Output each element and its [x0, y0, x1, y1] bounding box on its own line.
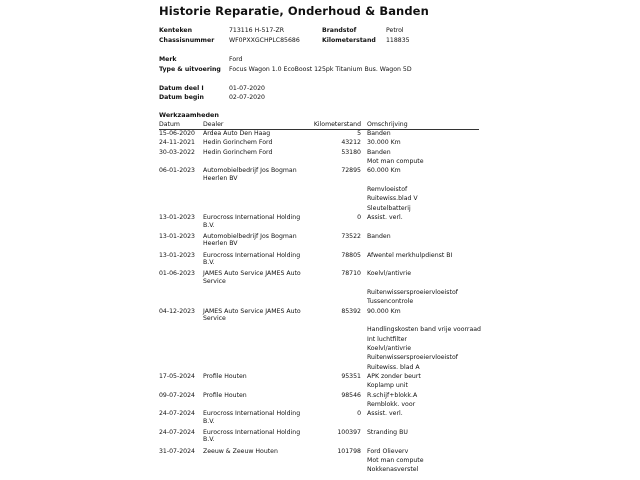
brandstof-label: Brandstof: [322, 27, 357, 34]
row-date: 31-07-2024: [159, 447, 195, 455]
row-dealer: Automobielbedrijf Jos Bogman Heerlen BV: [203, 167, 297, 182]
description-line: Koplamp unit: [367, 382, 408, 390]
description-line: [367, 177, 479, 186]
description-line: Koelvl/antivrie: [367, 270, 412, 278]
table-row: [159, 167, 479, 214]
description-line: Remblokk. voor: [367, 401, 416, 409]
row-date: 15-06-2020: [159, 130, 195, 137]
description-line: [367, 280, 479, 289]
description-line: APK zonder beurt: [367, 373, 421, 381]
row-kilometerstand: 72895: [341, 167, 361, 175]
row-description: [367, 410, 479, 429]
row-date: 24-07-2024: [159, 410, 195, 418]
description-line: Sleutelbatterij: [367, 204, 411, 212]
description-line: Koelvl/antivrie: [367, 344, 412, 352]
row-description: [367, 373, 479, 392]
row-dealer: Eurocross International Holding B.V.: [203, 410, 301, 425]
brandstof-value: Petrol: [386, 27, 404, 34]
row-date: 17-05-2024: [159, 373, 195, 381]
table-row: [159, 214, 479, 233]
description-line: [367, 317, 479, 326]
row-date: 06-01-2023: [159, 167, 195, 175]
row-description: [367, 149, 479, 168]
row-kilometerstand: 0: [357, 410, 361, 418]
row-description: [367, 448, 479, 476]
description-line: Handlingskosten band vrije voorraad: [367, 326, 481, 334]
description-line: Stranding BU: [367, 429, 408, 437]
table-row: [159, 373, 479, 392]
row-description: [367, 252, 479, 271]
table-row: [159, 233, 479, 252]
table-row: [159, 139, 479, 148]
row-description: [367, 308, 479, 373]
row-dealer: Profile Houten: [203, 391, 247, 399]
datum-deel1-value: 01-07-2020: [229, 85, 265, 92]
kenteken-value: 713116 H-517-ZR: [229, 27, 285, 34]
table-row: [159, 308, 479, 373]
row-kilometerstand: 78710: [341, 270, 361, 278]
description-line: Mot man compute: [367, 158, 424, 166]
table-row: [159, 252, 479, 271]
table-row: [159, 410, 479, 429]
row-dealer: Hedin Gorinchem Ford: [203, 148, 273, 156]
row-date: 13-01-2023: [159, 232, 195, 240]
description-line: Tussencontrole: [367, 298, 414, 306]
description-line: Ruitenwissersproeiervloeistof: [367, 288, 458, 296]
kilometerstand-label: Kilometerstand: [322, 37, 376, 44]
row-date: 09-07-2024: [159, 391, 195, 399]
description-line: Mot man compute: [367, 457, 424, 465]
column-header-dealer: Dealer: [203, 121, 224, 128]
row-dealer: Hedin Gorinchem Ford: [203, 139, 273, 147]
chassis-value: WF0PXXGCHPLC85686: [229, 37, 300, 44]
row-description: [367, 130, 479, 139]
datum-begin-label: Datum begin: [159, 94, 204, 101]
row-dealer: Zeeuw & Zeeuw Houten: [203, 447, 278, 455]
row-kilometerstand: 95351: [341, 373, 361, 381]
row-date: 13-01-2023: [159, 214, 195, 222]
section-title-werkzaamheden: Werkzaamheden: [159, 111, 219, 119]
row-description: [367, 214, 479, 233]
row-dealer: JAMES Auto Service JAMES Auto Service: [203, 270, 301, 285]
row-kilometerstand: 101798: [337, 447, 361, 455]
description-line: Remvloeistof: [367, 186, 408, 194]
row-kilometerstand: 53180: [341, 148, 361, 156]
row-date: 24-07-2024: [159, 429, 195, 437]
description-line: Banden: [367, 232, 391, 240]
kilometerstand-value: 118835: [386, 37, 410, 44]
type-label: Type & uitvoering: [159, 66, 221, 73]
chassis-label: Chassisnummer: [159, 37, 215, 44]
page-title: Historie Reparatie, Onderhoud & Banden: [159, 4, 429, 18]
description-line: 90.000 Km: [367, 307, 401, 315]
description-line: Ruitewiss.blad V: [367, 195, 418, 203]
table-row: [159, 270, 479, 307]
row-description: [367, 167, 479, 214]
description-line: 30.000 Km: [367, 139, 401, 147]
column-header-desc: Omschrijving: [367, 121, 408, 128]
row-kilometerstand: 85392: [341, 307, 361, 315]
table-header: [159, 121, 479, 130]
row-kilometerstand: 0: [357, 214, 361, 222]
description-line: Afwentel merkhulpdienst BI: [367, 251, 453, 259]
description-line: Assist. verl.: [367, 410, 403, 418]
description-line: [367, 261, 479, 270]
row-dealer: JAMES Auto Service JAMES Auto Service: [203, 307, 301, 322]
description-line: Banden: [367, 130, 391, 137]
row-date: 04-12-2023: [159, 307, 195, 315]
table-row: [159, 429, 479, 448]
description-line: [367, 438, 479, 447]
description-line: Ruitenwissersproeiervloeistof: [367, 354, 458, 362]
description-line: R.schijf+blokk.A: [367, 391, 418, 399]
kenteken-label: Kenteken: [159, 27, 192, 34]
row-dealer: Automobielbedrijf Jos Bogman Heerlen BV: [203, 232, 297, 248]
row-date: 24-11-2021: [159, 139, 195, 147]
type-value: Focus Wagon 1.0 EcoBoost 125pk Titanium Bus. Wagon 5D: [229, 66, 412, 73]
table-row: [159, 392, 479, 411]
description-line: Assist. verl.: [367, 214, 403, 222]
row-dealer: Eurocross International Holding B.V.: [203, 251, 301, 266]
row-description: [367, 270, 479, 307]
column-header-date: Datum: [159, 121, 180, 128]
table-row: [159, 130, 479, 139]
datum-begin-value: 02-07-2020: [229, 94, 265, 101]
description-line: Ford Olieverv: [367, 447, 409, 455]
description-line: [367, 242, 479, 251]
row-description: [367, 139, 479, 148]
description-line: Banden: [367, 148, 391, 156]
column-header-km: Kilometerstand: [313, 121, 361, 128]
row-kilometerstand: 98546: [341, 391, 361, 399]
row-description: [367, 429, 479, 448]
row-kilometerstand: 5: [357, 130, 361, 137]
row-kilometerstand: 100397: [337, 429, 361, 437]
merk-value: Ford: [229, 56, 243, 63]
datum-deel1-label: Datum deel I: [159, 85, 204, 92]
werkzaamheden-table: [159, 130, 479, 476]
row-dealer: Eurocross International Holding B.V.: [203, 214, 301, 229]
description-line: Nokkenasverstel: [367, 466, 419, 474]
row-dealer: Ardea Auto Den Haag: [203, 130, 271, 137]
row-date: 01-06-2023: [159, 270, 195, 278]
description-line: Ruitewiss. blad A: [367, 363, 420, 371]
row-date: 13-01-2023: [159, 251, 195, 259]
row-description: [367, 392, 479, 411]
table-row: [159, 149, 479, 168]
row-kilometerstand: 73522: [341, 232, 361, 240]
row-dealer: Eurocross International Holding B.V.: [203, 429, 301, 444]
merk-label: Merk: [159, 56, 177, 63]
description-line: Int luchtfilter: [367, 335, 407, 343]
row-description: [367, 233, 479, 252]
row-date: 30-03-2022: [159, 148, 195, 156]
row-kilometerstand: 43212: [341, 139, 361, 147]
row-dealer: Profile Houten: [203, 373, 247, 381]
description-line: [367, 420, 479, 429]
row-kilometerstand: 78805: [341, 251, 361, 259]
table-row: [159, 448, 479, 476]
description-line: 60.000 Km: [367, 167, 401, 175]
description-line: [367, 223, 479, 232]
